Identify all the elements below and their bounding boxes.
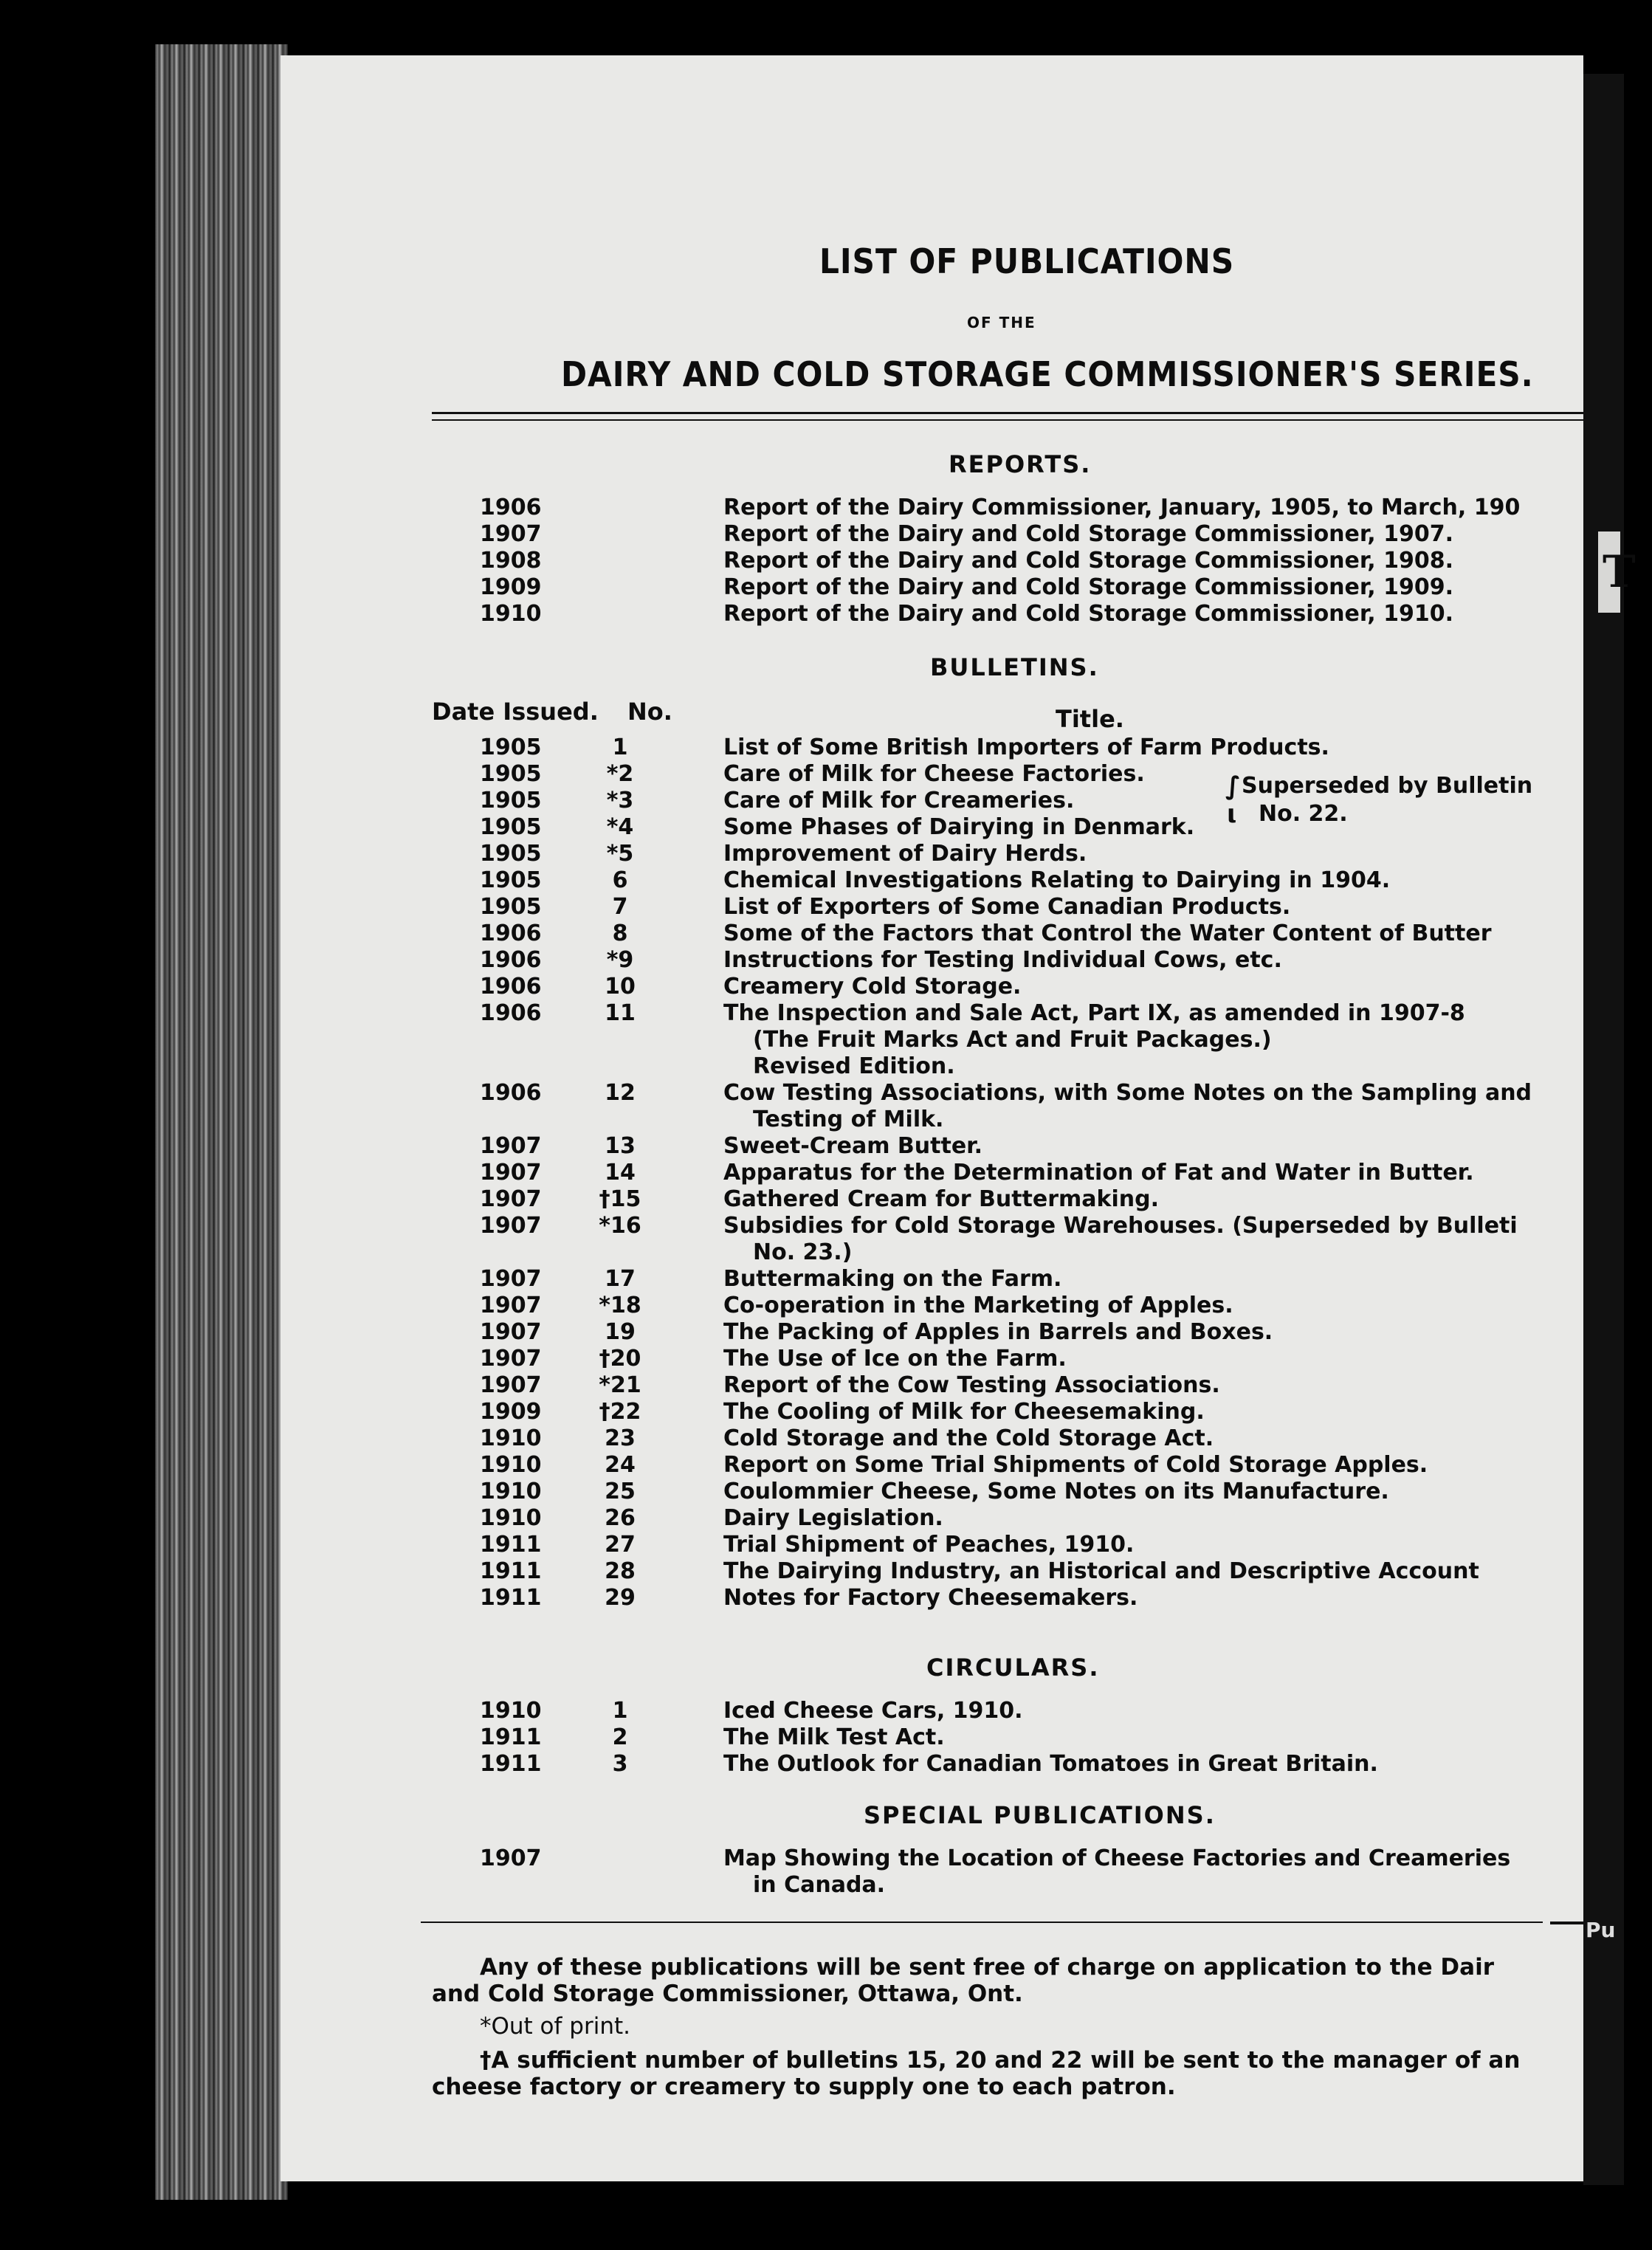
issue-number: 25 (605, 1479, 636, 1504)
issue-year: 1907 (480, 1293, 542, 1318)
column-title: Title. (1056, 705, 1124, 733)
issue-number: 26 (605, 1505, 636, 1531)
report-row (281, 574, 1583, 602)
publication-title: Dairy Legislation. (723, 1505, 943, 1531)
issue-year: 1910 (480, 1505, 542, 1531)
bulletin-row-continuation (281, 1053, 1583, 1081)
issue-year: 1911 (480, 1724, 542, 1750)
publication-title: Some of the Factors that Control the Water Content of Butter (723, 921, 1492, 946)
page-title: LIST OF PUBLICATIONS (819, 241, 1235, 281)
bulletin-row (281, 974, 1583, 1002)
publication-title: Report of the Dairy and Cold Storage Commissioner, 1907. (723, 521, 1454, 547)
issue-year: 1906 (480, 1000, 542, 1026)
out-of-print-note: *Out of print. (480, 2013, 630, 2040)
issue-year: 1909 (480, 1399, 542, 1425)
issue-year: 1905 (480, 867, 542, 893)
publication-title: Buttermaking on the Farm. (723, 1266, 1062, 1292)
column-date-issued: Date Issued. (432, 698, 599, 726)
issue-year: 1905 (480, 734, 542, 760)
issue-number: 14 (605, 1160, 636, 1186)
bulletin-row-continuation (281, 1107, 1583, 1135)
bulletin-row (281, 1479, 1583, 1507)
next-page-edge (1583, 74, 1624, 2185)
publication-title: Chemical Investigations Relating to Dairying in 1904. (723, 867, 1391, 893)
publication-title: List of Some British Importers of Farm Products. (723, 734, 1329, 760)
special-publication-row (281, 1845, 1583, 1874)
issue-year: 1905 (480, 761, 542, 787)
footer-rule-end (1550, 1922, 1583, 1924)
issue-number: 3 (612, 1751, 628, 1777)
publication-title: Report on Some Trial Shipments of Cold Storage Apples. (723, 1452, 1428, 1478)
issue-number: 24 (605, 1452, 636, 1478)
issue-number: 17 (605, 1266, 636, 1292)
issue-number: †20 (599, 1346, 641, 1372)
bulletin-row (281, 1000, 1583, 1028)
publication-title: Cold Storage and the Cold Storage Act. (723, 1425, 1214, 1451)
report-row (281, 548, 1583, 576)
publication-title: Report of the Dairy Commissioner, January, 1905, to March, 190 (723, 495, 1521, 520)
issue-number: *5 (606, 841, 634, 867)
report-row (281, 521, 1583, 549)
column-number: No. (627, 698, 672, 726)
issue-number: 7 (612, 894, 628, 920)
publication-title: Notes for Factory Cheesemakers. (723, 1585, 1138, 1611)
issue-number: 10 (605, 974, 636, 1000)
document-page (281, 55, 1583, 2181)
issue-year: 1907 (480, 1133, 542, 1159)
publication-title: Instructions for Testing Individual Cows, etc. (723, 947, 1282, 973)
publication-title: The Cooling of Milk for Cheesemaking. (723, 1399, 1205, 1425)
issue-year: 1911 (480, 1585, 542, 1611)
issue-year: 1910 (480, 1698, 542, 1724)
issue-year: 1907 (480, 1186, 542, 1212)
issue-number: 13 (605, 1133, 636, 1159)
next-page-letter: T (1603, 546, 1636, 598)
publication-title-continuation: No. 23.) (753, 1239, 853, 1265)
publication-title: Creamery Cold Storage. (723, 974, 1022, 1000)
special-publication-row-continuation (281, 1872, 1583, 1900)
bulletin-row (281, 1213, 1583, 1241)
footer-line-3: †A sufficient number of bulletins 15, 20 and 22 will be sent to the manager of an (480, 2047, 1521, 2074)
issue-year: 1911 (480, 1558, 542, 1584)
issue-year: 1906 (480, 947, 542, 973)
circular-row (281, 1751, 1583, 1779)
issue-year: 1906 (480, 495, 542, 520)
issue-year: 1910 (480, 1452, 542, 1478)
issue-year: 1907 (480, 1266, 542, 1292)
bulletin-row (281, 1558, 1583, 1586)
next-page-fragment (1598, 531, 1636, 613)
superseded-brace-bottom: ι (1227, 799, 1237, 829)
issue-number: 28 (605, 1558, 636, 1584)
publication-title: Improvement of Dairy Herds. (723, 841, 1087, 867)
publication-title-continuation: (The Fruit Marks Act and Fruit Packages.) (753, 1027, 1272, 1053)
bulletin-row (281, 1532, 1583, 1560)
publication-title: The Dairying Industry, an Historical and Descriptive Account (723, 1558, 1479, 1584)
book-edge (155, 44, 288, 2200)
superseded-number: No. 22. (1259, 801, 1348, 827)
publication-title: The Packing of Apples in Barrels and Boxes. (723, 1319, 1273, 1345)
bulletin-row (281, 867, 1583, 895)
issue-year: 1905 (480, 814, 542, 840)
bulletin-row (281, 1080, 1583, 1108)
subtitle-of-the: OF THE (967, 314, 1036, 331)
reports-heading: REPORTS. (949, 450, 1092, 478)
bulletin-row (281, 1186, 1583, 1214)
issue-year: 1907 (480, 1213, 542, 1239)
report-row (281, 601, 1583, 629)
publication-title: The Use of Ice on the Farm. (723, 1346, 1067, 1372)
publication-title-continuation: Revised Edition. (753, 1053, 955, 1079)
issue-number: *9 (606, 947, 634, 973)
bulletin-row (281, 1399, 1583, 1427)
issue-year: 1909 (480, 574, 542, 600)
publication-title: The Milk Test Act. (723, 1724, 945, 1750)
circular-row (281, 1698, 1583, 1726)
publication-title: Trial Shipment of Peaches, 1910. (723, 1532, 1135, 1558)
bulletin-row (281, 1319, 1583, 1347)
publication-title: Gathered Cream for Buttermaking. (723, 1186, 1159, 1212)
header-rule-top (432, 412, 1583, 414)
issue-number: †22 (599, 1399, 641, 1425)
bulletin-row (281, 1160, 1583, 1188)
issue-number: 23 (605, 1425, 636, 1451)
issue-number: 29 (605, 1585, 636, 1611)
bulletin-row (281, 734, 1583, 763)
publication-title: Cow Testing Associations, with Some Notes on the Sampling and (723, 1080, 1532, 1106)
publication-title: Apparatus for the Determination of Fat and Water in Butter. (723, 1160, 1474, 1186)
bulletin-row (281, 1452, 1583, 1480)
issue-number: 1 (612, 1698, 628, 1724)
publication-title: Subsidies for Cold Storage Warehouses. (Superseded by Bulleti (723, 1213, 1518, 1239)
bulletin-row (281, 947, 1583, 975)
series-title: DAIRY AND COLD STORAGE COMMISSIONER'S SERIES. (561, 354, 1534, 394)
issue-year: 1911 (480, 1751, 542, 1777)
bulletin-row-continuation (281, 1239, 1583, 1267)
publication-title: Care of Milk for Cheese Factories. (723, 761, 1145, 787)
footer-rule (421, 1922, 1543, 1923)
publication-title: Report of the Cow Testing Associations. (723, 1372, 1220, 1398)
header-rule-bottom (432, 419, 1583, 421)
superseded-note: Superseded by Bulletin (1242, 773, 1533, 799)
publication-title: The Inspection and Sale Act, Part IX, as amended in 1907-8 (723, 1000, 1465, 1026)
publication-title: Report of the Dairy and Cold Storage Commissioner, 1910. (723, 601, 1454, 627)
bulletins-heading: BULLETINS. (930, 653, 1099, 681)
issue-number: *21 (599, 1372, 641, 1398)
issue-year: 1907 (480, 521, 542, 547)
issue-number: 12 (605, 1080, 636, 1106)
issue-year: 1907 (480, 1160, 542, 1186)
publication-title: Report of the Dairy and Cold Storage Commissioner, 1908. (723, 548, 1454, 574)
issue-year: 1908 (480, 548, 542, 574)
issue-number: †15 (599, 1186, 641, 1212)
report-row (281, 495, 1583, 523)
bulletin-row-continuation (281, 1027, 1583, 1055)
publication-title-continuation: in Canada. (753, 1872, 886, 1898)
issue-number: 1 (612, 734, 628, 760)
issue-year: 1910 (480, 601, 542, 627)
issue-number: *16 (599, 1213, 641, 1239)
footer-line-4: cheese factory or creamery to supply one to each patron. (432, 2074, 1176, 2100)
publication-title: Coulommier Cheese, Some Notes on its Manufacture. (723, 1479, 1389, 1504)
bulletin-row (281, 1372, 1583, 1400)
issue-number: 11 (605, 1000, 636, 1026)
issue-year: 1910 (480, 1479, 542, 1504)
footer-line-1: Any of these publications will be sent free of charge on application to the Dair (480, 1954, 1494, 1981)
issue-year: 1911 (480, 1532, 542, 1558)
bulletin-row (281, 1585, 1583, 1613)
footer-line-2: and Cold Storage Commissioner, Ottawa, Ont. (432, 1981, 1023, 2007)
bulletin-row (281, 894, 1583, 922)
issue-number: 19 (605, 1319, 636, 1345)
issue-number: *18 (599, 1293, 641, 1318)
issue-year: 1907 (480, 1319, 542, 1345)
publication-title: Map Showing the Location of Cheese Factories and Creameries (723, 1845, 1511, 1871)
issue-number: *4 (606, 814, 634, 840)
superseded-brace-top: ∫ (1225, 771, 1241, 801)
bulletin-row (281, 814, 1583, 842)
issue-year: 1907 (480, 1372, 542, 1398)
publication-title: List of Exporters of Some Canadian Products. (723, 894, 1291, 920)
issue-year: 1905 (480, 894, 542, 920)
issue-year: 1907 (480, 1346, 542, 1372)
issue-year: 1906 (480, 974, 542, 1000)
circulars-heading: CIRCULARS. (926, 1654, 1100, 1682)
bulletin-row (281, 1505, 1583, 1533)
issue-number: 2 (612, 1724, 628, 1750)
publication-title: Report of the Dairy and Cold Storage Commissioner, 1909. (723, 574, 1454, 600)
bulletin-row (281, 1425, 1583, 1453)
publication-title: The Outlook for Canadian Tomatoes in Great Britain. (723, 1751, 1378, 1777)
bulletin-row (281, 1133, 1583, 1161)
publication-title: Some Phases of Dairying in Denmark. (723, 814, 1195, 840)
bulletin-row (281, 1266, 1583, 1294)
issue-year: 1906 (480, 1080, 542, 1106)
issue-year: 1905 (480, 841, 542, 867)
publication-title-continuation: Testing of Milk. (753, 1107, 944, 1132)
special-publications-heading: SPECIAL PUBLICATIONS. (864, 1801, 1216, 1829)
issue-year: 1906 (480, 921, 542, 946)
bulletin-row (281, 841, 1583, 869)
bulletin-row (281, 1293, 1583, 1321)
publication-title: Sweet-Cream Butter. (723, 1133, 983, 1159)
publication-title: Care of Milk for Creameries. (723, 788, 1075, 813)
issue-number: 27 (605, 1532, 636, 1558)
next-page-margin-text: Pu (1586, 1918, 1616, 1942)
bulletin-row (281, 921, 1583, 949)
issue-number: 8 (612, 921, 628, 946)
issue-year: 1907 (480, 1845, 542, 1871)
issue-year: 1905 (480, 788, 542, 813)
issue-number: *3 (606, 788, 634, 813)
issue-year: 1910 (480, 1425, 542, 1451)
publication-title: Iced Cheese Cars, 1910. (723, 1698, 1023, 1724)
issue-number: 6 (612, 867, 628, 893)
publication-title: Co-operation in the Marketing of Apples. (723, 1293, 1233, 1318)
bulletin-row (281, 1346, 1583, 1374)
circular-row (281, 1724, 1583, 1752)
issue-number: *2 (606, 761, 634, 787)
